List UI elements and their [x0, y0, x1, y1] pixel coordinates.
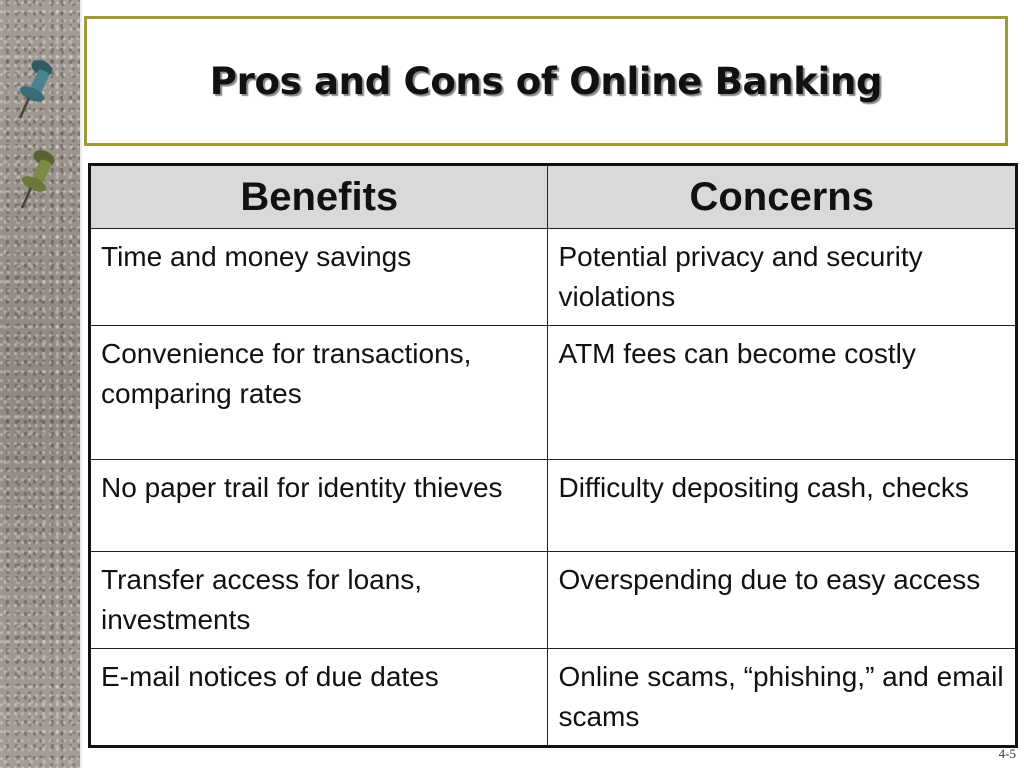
table-row — [90, 552, 1017, 649]
concern-cell: ATM fees can become costly — [548, 326, 1017, 460]
slide-title: Pros and Cons of Online Banking — [209, 59, 883, 103]
pushpin-icon — [12, 58, 58, 124]
header-benefits: Benefits — [90, 165, 548, 229]
benefit-cell: Convenience for transactions, comparing rates — [90, 326, 548, 460]
pushpin-icon — [14, 148, 60, 214]
strip-edge — [80, 0, 82, 768]
header-concerns: Concerns — [548, 165, 1017, 229]
concern-cell: Online scams, “phishing,” and email scams — [548, 649, 1017, 747]
table-row — [90, 649, 1017, 747]
table-header-row — [90, 165, 1017, 229]
table-row — [90, 229, 1017, 326]
concern-cell: Overspending due to easy access — [548, 552, 1017, 649]
table-row — [90, 326, 1017, 460]
pros-cons-table — [88, 163, 1018, 748]
slide-number: 4-5 — [998, 746, 1016, 761]
concern-cell: Potential privacy and security violations — [548, 229, 1017, 326]
benefit-cell: Time and money savings — [90, 229, 548, 326]
concern-cell: Difficulty depositing cash, checks — [548, 460, 1017, 552]
benefit-cell: No paper trail for identity thieves — [90, 460, 548, 552]
benefit-cell: E-mail notices of due dates — [90, 649, 548, 747]
benefit-cell: Transfer access for loans, investments — [90, 552, 548, 649]
table-row — [90, 460, 1017, 552]
title-box — [84, 16, 1008, 146]
